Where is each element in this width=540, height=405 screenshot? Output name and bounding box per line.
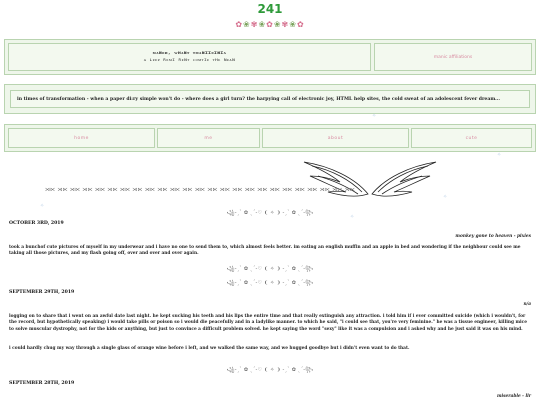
nav-bar xyxy=(4,124,536,152)
post-date: OCTOBER 3RD, 2019 xyxy=(9,221,64,226)
ornament-divider: ꧁-ˏˋ ✿ ˎˊ-♡ ❨ ✧ ❩ -ˏˋ ✿ ˎˊ-꧂ xyxy=(226,280,314,286)
post-mood: monkey gone to heaven - pixies xyxy=(455,234,531,239)
post-mood: miserable - llr xyxy=(496,394,531,399)
nav-item-me[interactable]: me xyxy=(157,128,260,148)
post-mood: n/a xyxy=(523,302,531,307)
nav-item-home[interactable]: home xyxy=(8,128,155,148)
nav-item-cute[interactable]: cute xyxy=(411,128,532,148)
angel-wings-icon xyxy=(300,158,440,204)
nav-item-about[interactable]: about xyxy=(262,128,409,148)
affiliates-link[interactable]: manic affiliations xyxy=(374,43,532,71)
sparkle-icon: ✧ xyxy=(372,113,377,119)
ornament-divider: ꧁-ˏˋ ✿ ˎˊ-♡ ❨ ✧ ❩ -ˏˋ ✿ ˎˊ-꧂ xyxy=(226,210,314,216)
site-title: 241 xyxy=(257,2,283,16)
post-paragraph: i could hardly chug my way through a single glass of orange wine before i left, and we walked the same way, and we hugged goodbye but i didn't even want to do that. xyxy=(9,346,410,351)
header-box xyxy=(4,39,536,75)
post-paragraph: took a bunchof cute pictures of myself in my underwear and i have no one to send them to, which almost feels better. im eating an english muffin and an apple in bed and wondering if the neighbour could see me taking all those pictures, and my flash going off, over and over and over again. xyxy=(9,245,521,257)
ornament-divider: ꧁-ˏˋ ✿ ˎˊ-♡ ❨ ✧ ❩ -ˏˋ ✿ ˎˊ-꧂ xyxy=(226,266,314,272)
sparkle-icon: ✧ xyxy=(40,203,45,209)
sparkle-icon: ✧ xyxy=(350,214,355,220)
sparkle-icon: ✧ xyxy=(497,152,502,158)
post-paragraph: logging on to share that i went on an awful date last night. he kept sucking his teeth and his lips the entire time and that really extinguish any attraction. i told him if i ever committed suicide (which i wouldn't, for the record, but hypothetically speaking) i would take pills or poison so i would die peacefully and in a ladylike manner. to which he said, "i could see that, you're very feminine." he was a tissue engineer, killing mice to solve muscular dystrophy, not for the kids or anything, but just to convince a difficult problem solved. he kept saying the word "sexy" like it was a compulsion and i asked why and he just said it was on his mind. xyxy=(9,314,527,332)
tagline-line-2: ᴀ ʟᴇᴇᴘ ʀᴇᴍɪ ʀᴇɴᴛ ᴄᴏᴍᴛɪᴇ ᴛʜᴇ ɴᴇᴀɴ xyxy=(143,58,236,63)
ornament-divider: ꧁-ˏˋ ✿ ˎˊ-♡ ❨ ✧ ❩ -ˏˋ ✿ ˎˊ-꧂ xyxy=(226,367,314,373)
post-date: SEPTEMBER 28TH, 2019 xyxy=(9,381,75,386)
bracket-divider: ⋊⋉ ⋊⋉ ⋊⋉ ⋊⋉ ⋊⋉ ⋊⋉ ⋊⋉ ⋊⋉ ⋊⋉ ⋊⋉ ⋊⋉ ⋊⋉ ⋊⋉ ⋊⋉ ⋊⋉ ⋊⋉ ⋊⋉ ⋊⋉ ⋊⋉ ⋊⋉ ⋊⋉ ⋊⋉ ⋊⋉ ⋊⋉ ⋊⋉ xyxy=(44,187,356,193)
sparkle-icon: ✧ xyxy=(443,194,448,200)
tagline-line-1: ᴍᴀɴᴏᴎ, ᴡʜᴀɴᴛ ᴛᴍᴀɴɪɪᴏɪɴɪᴀ xyxy=(152,51,227,56)
intro-box xyxy=(4,84,536,114)
flower-divider-icon: ✿❀✾❀✿❀✾❀✿ xyxy=(235,20,305,29)
post-date: SEPTEMBER 29TH, 2019 xyxy=(9,290,75,295)
intro-text: in times of transformation - when a paper di:ry simple won't do - where does a girl turn? the harpying call of electronic joy, HTML help sites, the cold sweat of an adolescent fever dream... xyxy=(10,90,530,108)
tagline-cell xyxy=(8,43,371,71)
